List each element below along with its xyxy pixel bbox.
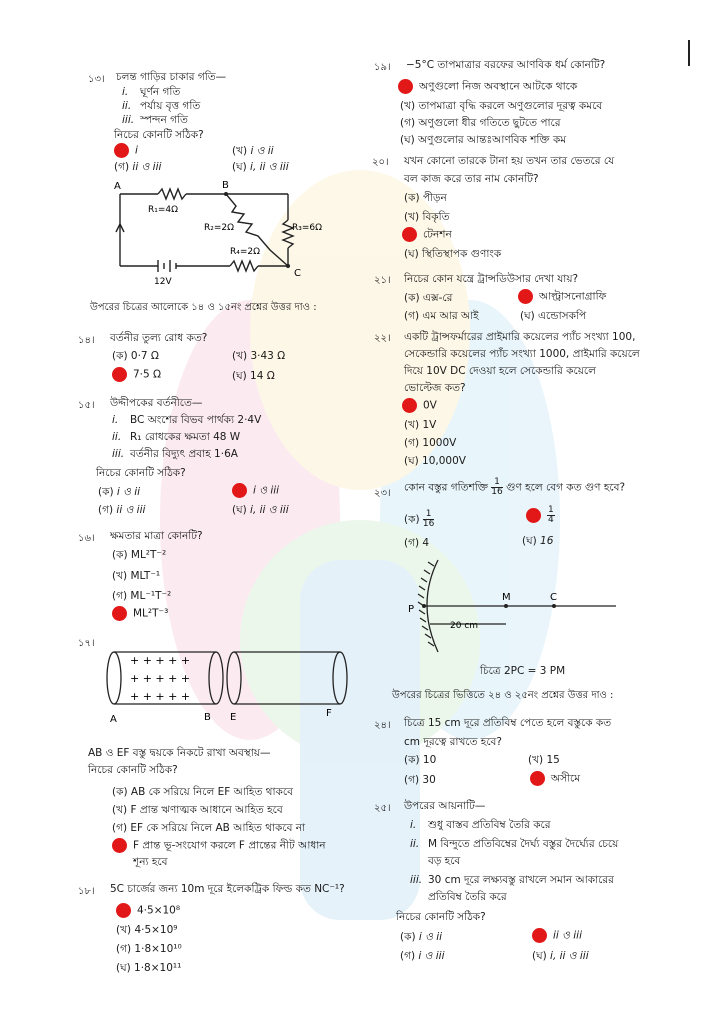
q17-stem: AB ও EF বস্তু দ্বয়কে নিকটে রাখা অবস্থায়— — [88, 747, 271, 759]
q18-number: ১৮। — [78, 886, 95, 897]
q21-stem: নিচের কোন যন্ত্রে ট্রান্সডিউসার দেখা যায়? — [404, 273, 579, 285]
q24-option-d[interactable]: অসীমে — [530, 771, 580, 789]
q21-number: ২১। — [374, 275, 391, 286]
q24-option-a[interactable]: (ক) 10 — [404, 754, 437, 766]
q25-number: ২৫। — [374, 803, 391, 814]
label-A: A — [110, 714, 117, 725]
answer-mark-icon — [402, 227, 417, 242]
node-B-label: B — [222, 180, 229, 191]
q23-option-c[interactable]: (গ) 4 — [404, 537, 430, 549]
q15-ask: নিচের কোনটি সঠিক? — [96, 467, 186, 479]
q17-option-d-cont: শূন্য হবে — [133, 856, 168, 868]
r3-label: R₃=6Ω — [292, 223, 323, 233]
q25-stem: উপরের আয়নাটি— — [404, 800, 486, 812]
q13-option-a[interactable]: i — [114, 143, 138, 158]
label-E: E — [230, 712, 237, 723]
answer-mark-icon — [114, 143, 129, 158]
q17-option-b[interactable]: (খ) F প্রান্ত ঋণাত্মক আধানে আহিত হবে — [112, 804, 283, 816]
q17-option-d[interactable]: F প্রান্ত ভূ-সংযোগ করলে F প্রান্তের নীট আধান — [112, 838, 326, 856]
answer-mark-icon — [232, 483, 247, 498]
q13-ask: নিচের কোনটি সঠিক? — [114, 129, 204, 141]
answer-mark-icon — [532, 928, 547, 943]
answer-mark-icon — [526, 508, 541, 523]
q13-option-b[interactable]: (খ) i ও ii — [232, 145, 274, 157]
q17-option-a[interactable]: (ক) AB কে সরিয়ে নিলে EF আহিত থাকবে — [112, 786, 293, 798]
q19-number: ১৯। — [374, 62, 391, 73]
circuit-diagram — [108, 180, 338, 290]
q18-option-c[interactable]: (গ) 1·8×10¹⁰ — [116, 943, 182, 955]
q25-item-ii: ii. M বিন্দুতে প্রতিবিম্বের দৈর্ঘ্য বস্তুর দৈর্ঘ্যের চেয়ে — [410, 838, 619, 850]
q13-stem: চলন্ত গাড়ির চাকার গতি— — [116, 71, 227, 83]
q25-item-iii-cont: প্রতিবিম্ব তৈরি করে — [428, 891, 507, 903]
plus-charges-row-1: + + + + + — [130, 654, 191, 667]
q13-number: ১৩। — [88, 74, 105, 85]
q20-option-a[interactable]: (ক) পীড়ন — [404, 192, 447, 204]
q19-option-b[interactable]: (খ) তাপমাত্রা বৃদ্ধি করলে অণুগুলোর দূরত্ব কমবে — [400, 100, 603, 112]
q19-option-d[interactable]: (ঘ) অণুগুলোর আন্তঃআণবিক শক্তি কম — [400, 134, 567, 146]
q23-option-b[interactable]: $\frac{1}{4}$ — [526, 506, 555, 525]
plus-charges-row-2: + + + + + — [130, 672, 191, 685]
q20-stem-line1: যখন কোনো তারকে টানা হয় তখন তার ভেতরে যে — [404, 155, 615, 167]
answer-mark-icon — [112, 367, 127, 382]
point-M-label: M — [502, 592, 511, 603]
q14-option-c[interactable]: 7·5 Ω — [112, 367, 161, 382]
q15-item-iii: iii. বর্তনীর বিদ্যুৎ প্রবাহ 1·6A — [112, 448, 238, 460]
q23-stem: কোন বস্তুর গতিশক্তি $\frac{1}{16}$ গুণ হলে বেগ কত গুণ হবে? — [404, 477, 626, 497]
q16-number: ১৬। — [78, 533, 95, 544]
q15-option-b[interactable]: i ও iii — [232, 483, 279, 501]
q15-stem: উদ্দীপকের বর্তনীতে— — [110, 397, 203, 409]
q22-option-c[interactable]: (গ) 1000V — [404, 437, 457, 449]
q23-option-d[interactable]: (ঘ) 16 — [522, 535, 554, 547]
q18-option-d[interactable]: (ঘ) 1·8×10¹¹ — [116, 962, 182, 974]
q25-item-ii-cont: বড় হবে — [428, 855, 461, 867]
r2-label: R₂=2Ω — [204, 223, 235, 233]
q22-line3: দিয়ে 10V DC দেওয়া হলে সেকেন্ডারি কয়েলে — [404, 365, 596, 377]
answer-mark-icon — [112, 838, 127, 853]
q16-stem: ক্ষমতার মাত্রা কোনটি? — [110, 530, 203, 542]
plus-charges-row-3: + + + + + — [130, 690, 191, 703]
answer-mark-icon — [402, 398, 417, 413]
margin-mark — [688, 40, 690, 66]
q22-line4: ভোল্টেজ কত? — [404, 382, 466, 394]
q13-option-c[interactable]: (গ) ii ও iii — [114, 161, 162, 173]
answer-mark-icon — [518, 289, 533, 304]
q25-option-a[interactable]: (ক) i ও ii — [400, 931, 443, 943]
q20-option-b[interactable]: (খ) বিকৃতি — [404, 211, 450, 223]
r4-label: R₄=2Ω — [230, 247, 261, 257]
q20-stem-line2: বল কাজ করে তার নাম কোনটি? — [404, 173, 539, 185]
q21-option-b[interactable]: আল্ট্রাসনোগ্রাফি — [518, 289, 606, 307]
point-P-label: P — [408, 604, 415, 615]
q16-option-a[interactable]: (ক) ML²T⁻² — [112, 549, 167, 561]
q18-option-b[interactable]: (খ) 4·5×10⁹ — [116, 924, 178, 936]
r1-label: R₁=4Ω — [148, 205, 179, 215]
q14-number: ১৪। — [78, 335, 95, 346]
q23-option-a[interactable]: (ক) $\frac{1}{16}$ — [404, 509, 435, 529]
q22-option-b[interactable]: (খ) 1V — [404, 419, 437, 431]
battery-label: 12V — [154, 277, 172, 287]
q18-stem: 5C চার্জের জন্য 10m দূরে ইলেকট্রিক ফিল্ড কত NC⁻¹? — [110, 883, 345, 895]
q19-stem: −5°C তাপমাত্রার বরফের আণবিক ধর্ম কোনটি? — [406, 59, 606, 71]
q15-option-a[interactable]: (ক) i ও ii — [98, 486, 141, 498]
q24-number: ২৪। — [374, 720, 391, 731]
q25-item-iii: iii. 30 cm দূরে লক্ষ্যবস্তু রাখলে সমান আকারের — [410, 874, 614, 886]
q21-option-d[interactable]: (ঘ) এন্ডোসকপি — [520, 310, 587, 322]
q24-stem-line2: cm দূরত্বে রাখতে হবে? — [404, 736, 502, 748]
q24-option-c[interactable]: (গ) 30 — [404, 774, 436, 786]
q22-option-d[interactable]: (ঘ) 10,000V — [404, 455, 466, 467]
q15-option-c[interactable]: (গ) ii ও iii — [98, 504, 146, 516]
q23-fraction: $\frac{1}{16}$ — [491, 477, 503, 497]
q25-option-c[interactable]: (গ) i ও iii — [400, 950, 445, 962]
q24-stem-line1: চিত্রে 15 cm দূরে প্রতিবিম্ব পেতে হলে বস্তুকে কত — [404, 717, 612, 729]
answer-mark-icon — [530, 771, 545, 786]
q17-number: ১৭। — [78, 638, 95, 649]
q17-ask: নিচের কোনটি সঠিক? — [88, 764, 178, 776]
q13-option-d[interactable]: (ঘ) i, ii ও iii — [232, 161, 289, 173]
q21-option-c[interactable]: (গ) এম আর আই — [404, 310, 479, 322]
answer-mark-icon — [398, 79, 413, 94]
label-B: B — [204, 712, 211, 723]
label-F: F — [326, 708, 332, 719]
concave-mirror-diagram — [404, 556, 624, 656]
q13-item-ii: ii. পর্যায় বৃত্ত গতি — [122, 100, 201, 112]
answer-mark-icon — [116, 903, 131, 918]
q20-number: ২০। — [372, 157, 389, 168]
mirror-question-caption: উপরের চিত্রের ভিত্তিতে ২৪ ও ২৫নং প্রশ্নের উত্তর দাও : — [392, 690, 614, 701]
q19-option-c[interactable]: (গ) অণুগুলো ধীর গতিতে ছুটতে পারে — [400, 117, 561, 129]
distance-label: 20 cm — [450, 621, 479, 631]
q22-line2: সেকেন্ডারি কয়েলের প্যাঁচ সংখ্যা 1000, প্রাইমারি কয়েলে — [404, 348, 640, 360]
node-C-label: C — [294, 268, 301, 279]
q14-option-a[interactable]: (ক) 0·7 Ω — [112, 350, 159, 362]
q16-option-b[interactable]: (খ) MLT⁻¹ — [112, 570, 161, 582]
q22-option-a[interactable]: 0V — [402, 398, 437, 413]
q14-stem: বর্তনীর তুল্য রোধ কত? — [110, 332, 208, 344]
q20-option-c[interactable]: টেনশন — [402, 227, 452, 245]
q14-option-b[interactable]: (খ) 3·43 Ω — [232, 350, 286, 362]
q17-option-c[interactable]: (গ) EF কে সরিয়ে নিলে AB আহিত থাকবে না — [112, 822, 306, 834]
charged-cylinders-figure — [104, 640, 354, 726]
q14-option-d[interactable]: (ঘ) 14 Ω — [232, 370, 275, 382]
q15-item-i: i. BC অংশের বিভব পার্থক্য 2·4V — [112, 414, 262, 426]
q16-option-d[interactable]: ML²T⁻³ — [112, 606, 168, 621]
q25-option-b[interactable]: ii ও iii — [532, 928, 582, 946]
q25-item-i: i. শুধু বাস্তব প্রতিবিম্ব তৈরি করে — [410, 819, 551, 831]
q13-item-i: i. ঘূর্ণন গতি — [122, 86, 181, 98]
q18-option-a[interactable]: 4·5×10⁸ — [116, 903, 180, 918]
q24-option-b[interactable]: (খ) 15 — [528, 754, 560, 766]
mirror-caption-inline: চিত্রে 2PC = 3 PM — [480, 665, 566, 677]
q25-option-d[interactable]: (ঘ) i, ii ও iii — [532, 950, 589, 962]
q16-option-c[interactable]: (গ) ML⁻¹T⁻² — [112, 590, 172, 602]
circuit-caption: উপরের চিত্রের আলোকে ১৪ ও ১৫নং প্রশ্নের উত্তর দাও : — [90, 302, 317, 313]
q20-option-d[interactable]: (ঘ) স্থিতিস্থাপক গুণাংক — [404, 248, 502, 260]
q13-item-iii: iii. স্পন্দন গতি — [122, 114, 188, 126]
q23-number: ২৩। — [374, 488, 391, 499]
answer-mark-icon — [112, 606, 127, 621]
q25-ask: নিচের কোনটি সঠিক? — [396, 911, 486, 923]
q22-number: ২২। — [374, 333, 391, 344]
q22-line1: একটি ট্রান্সফর্মারের প্রাইমারি কয়েলের প্যাঁচ সংখ্যা 100, — [404, 331, 636, 343]
node-A-label: A — [114, 181, 121, 192]
q19-option-a[interactable]: অণুগুলো নিজ অবস্থানে আটকে থাকে — [398, 79, 577, 97]
q15-number: ১৫। — [78, 400, 95, 411]
q21-option-a[interactable]: (ক) এক্স-রে — [404, 292, 453, 304]
q15-option-d[interactable]: (ঘ) i, ii ও iii — [232, 504, 289, 516]
q15-item-ii: ii. R₁ রোধকের ক্ষমতা 48 W — [112, 431, 241, 443]
point-C-label: C — [550, 592, 557, 603]
